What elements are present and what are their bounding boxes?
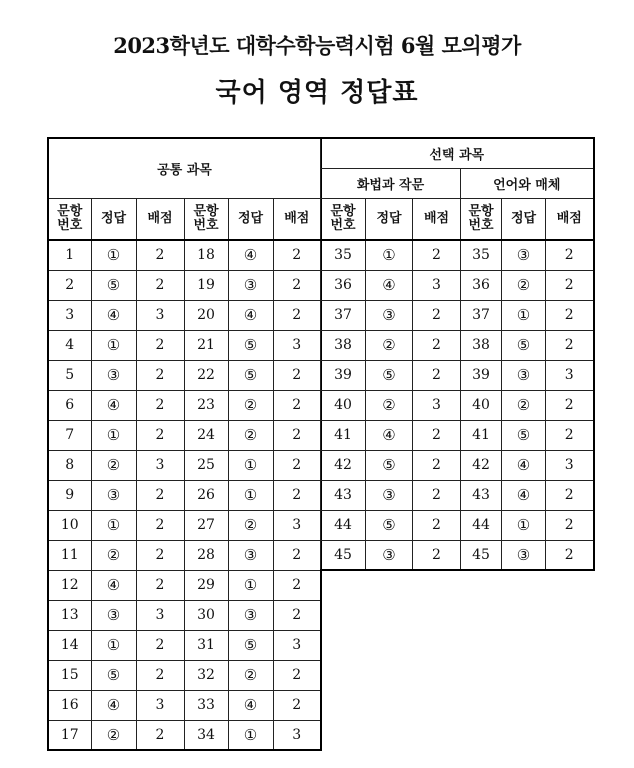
subject-language-media: 언어와 매체 xyxy=(461,168,594,198)
question-number-header: 문항 번호 xyxy=(321,198,366,240)
answer: ④ xyxy=(366,270,413,300)
points: 3 xyxy=(136,300,184,330)
table-row xyxy=(48,390,321,420)
question-number: 2 xyxy=(48,270,91,300)
answer: ③ xyxy=(228,270,273,300)
answer: ① xyxy=(228,450,273,480)
answer: ② xyxy=(91,540,136,570)
points: 2 xyxy=(273,420,321,450)
answer: ⑤ xyxy=(91,270,136,300)
table-row xyxy=(48,660,321,690)
question-number: 36 xyxy=(321,270,366,300)
question-number: 39 xyxy=(321,360,366,390)
points: 2 xyxy=(413,240,461,270)
answer: ② xyxy=(91,450,136,480)
points: 3 xyxy=(546,450,594,480)
answer: ① xyxy=(228,570,273,600)
document-title: 2023학년도 대학수학능력시험 6월 모의평가 xyxy=(113,33,521,58)
answer: ⑤ xyxy=(366,360,413,390)
points: 3 xyxy=(273,630,321,660)
points: 2 xyxy=(136,510,184,540)
answer: ② xyxy=(228,390,273,420)
points: 2 xyxy=(136,330,184,360)
points: 2 xyxy=(413,450,461,480)
table-row xyxy=(48,240,321,270)
points: 2 xyxy=(273,300,321,330)
question-number: 31 xyxy=(184,630,228,660)
points: 2 xyxy=(273,360,321,390)
question-number: 15 xyxy=(48,660,91,690)
question-number: 16 xyxy=(48,690,91,720)
points: 2 xyxy=(273,600,321,630)
table-row xyxy=(321,510,594,540)
question-number: 25 xyxy=(184,450,228,480)
points: 2 xyxy=(413,300,461,330)
points: 2 xyxy=(273,480,321,510)
answer: ② xyxy=(228,660,273,690)
question-number: 5 xyxy=(48,360,91,390)
answer: ③ xyxy=(366,300,413,330)
answer: ⑤ xyxy=(228,630,273,660)
question-number: 42 xyxy=(321,450,366,480)
question-number: 39 xyxy=(461,360,502,390)
answer: ⑤ xyxy=(366,450,413,480)
points: 2 xyxy=(546,510,594,540)
answer: ⑤ xyxy=(228,360,273,390)
answer: ③ xyxy=(502,360,546,390)
question-number: 10 xyxy=(48,510,91,540)
question-number: 45 xyxy=(321,540,366,570)
answer: ① xyxy=(91,420,136,450)
question-number: 29 xyxy=(184,570,228,600)
points: 2 xyxy=(413,360,461,390)
points: 2 xyxy=(136,720,184,750)
question-number: 11 xyxy=(48,540,91,570)
points-header: 배점 xyxy=(413,198,461,240)
points: 2 xyxy=(413,510,461,540)
question-number: 30 xyxy=(184,600,228,630)
question-number: 33 xyxy=(184,690,228,720)
points: 2 xyxy=(273,690,321,720)
points: 2 xyxy=(273,540,321,570)
question-number: 43 xyxy=(461,480,502,510)
question-number: 22 xyxy=(184,360,228,390)
answer: ② xyxy=(366,330,413,360)
elective-subject-table xyxy=(320,137,595,571)
answer: ⑤ xyxy=(502,330,546,360)
question-number: 35 xyxy=(461,240,502,270)
table-row xyxy=(48,600,321,630)
points: 2 xyxy=(413,480,461,510)
table-row xyxy=(48,270,321,300)
question-number: 32 xyxy=(184,660,228,690)
question-number: 21 xyxy=(184,330,228,360)
table-row xyxy=(321,240,594,270)
answer: ② xyxy=(366,390,413,420)
question-number: 1 xyxy=(48,240,91,270)
points: 2 xyxy=(273,390,321,420)
question-number: 38 xyxy=(461,330,502,360)
question-number: 19 xyxy=(184,270,228,300)
question-number: 37 xyxy=(461,300,502,330)
question-number: 13 xyxy=(48,600,91,630)
points: 2 xyxy=(136,660,184,690)
points: 3 xyxy=(136,450,184,480)
answer: ① xyxy=(91,510,136,540)
question-number: 40 xyxy=(461,390,502,420)
table-row xyxy=(48,630,321,660)
points-header: 배점 xyxy=(136,198,184,240)
answer: ① xyxy=(502,300,546,330)
question-number: 8 xyxy=(48,450,91,480)
answer: ① xyxy=(502,510,546,540)
question-number: 42 xyxy=(461,450,502,480)
answer: ③ xyxy=(91,360,136,390)
points-header: 배점 xyxy=(273,198,321,240)
table-row xyxy=(48,690,321,720)
points: 3 xyxy=(273,330,321,360)
points: 2 xyxy=(136,360,184,390)
points: 2 xyxy=(546,300,594,330)
question-number-header: 문항 번호 xyxy=(48,198,91,240)
question-number-header: 문항 번호 xyxy=(184,198,228,240)
question-number: 26 xyxy=(184,480,228,510)
points: 3 xyxy=(413,390,461,420)
points: 2 xyxy=(413,540,461,570)
question-number: 24 xyxy=(184,420,228,450)
answer: ① xyxy=(228,480,273,510)
points: 2 xyxy=(273,660,321,690)
points: 2 xyxy=(546,480,594,510)
table-row xyxy=(48,480,321,510)
table-row xyxy=(321,390,594,420)
table-row xyxy=(321,420,594,450)
question-number: 23 xyxy=(184,390,228,420)
table-row xyxy=(321,330,594,360)
answer-header: 정답 xyxy=(366,198,413,240)
question-number: 44 xyxy=(321,510,366,540)
points: 2 xyxy=(136,570,184,600)
points-header: 배점 xyxy=(546,198,594,240)
points: 2 xyxy=(546,270,594,300)
question-number: 34 xyxy=(184,720,228,750)
points: 3 xyxy=(413,270,461,300)
points: 3 xyxy=(546,360,594,390)
answer: ⑤ xyxy=(502,420,546,450)
question-number: 14 xyxy=(48,630,91,660)
answer: ⑤ xyxy=(91,660,136,690)
table-row xyxy=(321,450,594,480)
subject-speech-writing: 화법과 작문 xyxy=(321,168,461,198)
table-row xyxy=(48,300,321,330)
answer: ① xyxy=(366,240,413,270)
points: 2 xyxy=(546,390,594,420)
points: 2 xyxy=(413,420,461,450)
points: 2 xyxy=(413,330,461,360)
points: 2 xyxy=(136,270,184,300)
common-subject-table xyxy=(47,137,322,751)
answer: ③ xyxy=(91,480,136,510)
question-number-header: 문항 번호 xyxy=(461,198,502,240)
question-number: 40 xyxy=(321,390,366,420)
question-number: 12 xyxy=(48,570,91,600)
question-number: 7 xyxy=(48,420,91,450)
answer: ④ xyxy=(228,240,273,270)
answer: ④ xyxy=(502,450,546,480)
answer: ③ xyxy=(91,600,136,630)
points: 2 xyxy=(136,480,184,510)
question-number: 28 xyxy=(184,540,228,570)
points: 2 xyxy=(546,240,594,270)
points: 2 xyxy=(136,630,184,660)
answer: ③ xyxy=(502,540,546,570)
answer: ① xyxy=(228,720,273,750)
points: 2 xyxy=(546,420,594,450)
points: 2 xyxy=(546,540,594,570)
question-number: 4 xyxy=(48,330,91,360)
answer: ④ xyxy=(366,420,413,450)
answer: ② xyxy=(502,270,546,300)
answer: ⑤ xyxy=(366,510,413,540)
answer: ② xyxy=(228,420,273,450)
answer: ② xyxy=(91,720,136,750)
question-number: 20 xyxy=(184,300,228,330)
answer: ① xyxy=(91,630,136,660)
question-number: 41 xyxy=(461,420,502,450)
answer: ④ xyxy=(228,690,273,720)
table-row xyxy=(48,360,321,390)
answer: ① xyxy=(91,240,136,270)
points: 2 xyxy=(273,240,321,270)
question-number: 38 xyxy=(321,330,366,360)
points: 2 xyxy=(136,390,184,420)
question-number: 43 xyxy=(321,480,366,510)
answer-header: 정답 xyxy=(228,198,273,240)
answer: ① xyxy=(91,330,136,360)
answer-header: 정답 xyxy=(91,198,136,240)
points: 2 xyxy=(273,450,321,480)
answer: ② xyxy=(502,390,546,420)
answer: ④ xyxy=(502,480,546,510)
answer-header: 정답 xyxy=(502,198,546,240)
question-number: 9 xyxy=(48,480,91,510)
table-row xyxy=(321,270,594,300)
points: 3 xyxy=(136,600,184,630)
table-row xyxy=(321,480,594,510)
answer: ④ xyxy=(91,690,136,720)
table-row xyxy=(321,360,594,390)
answer: ④ xyxy=(91,300,136,330)
question-number: 37 xyxy=(321,300,366,330)
elective-heading: 선택 과목 xyxy=(321,138,594,168)
answer: ③ xyxy=(502,240,546,270)
question-number: 44 xyxy=(461,510,502,540)
question-number: 17 xyxy=(48,720,91,750)
table-row xyxy=(48,540,321,570)
document-subtitle: 국어 영역 정답표 xyxy=(215,78,419,108)
table-row xyxy=(48,450,321,480)
answer: ③ xyxy=(366,480,413,510)
answer: ② xyxy=(228,510,273,540)
answer: ③ xyxy=(366,540,413,570)
answer: ③ xyxy=(228,600,273,630)
table-row xyxy=(321,300,594,330)
question-number: 45 xyxy=(461,540,502,570)
points: 2 xyxy=(136,240,184,270)
table-row xyxy=(48,420,321,450)
answer: ⑤ xyxy=(228,330,273,360)
question-number: 27 xyxy=(184,510,228,540)
points: 2 xyxy=(546,330,594,360)
table-row xyxy=(48,570,321,600)
answer: ③ xyxy=(228,540,273,570)
answer: ④ xyxy=(91,390,136,420)
question-number: 36 xyxy=(461,270,502,300)
points: 3 xyxy=(273,720,321,750)
common-heading: 공통 과목 xyxy=(48,138,321,198)
answer: ④ xyxy=(228,300,273,330)
question-number: 3 xyxy=(48,300,91,330)
points: 2 xyxy=(273,570,321,600)
table-row xyxy=(321,540,594,570)
points: 3 xyxy=(136,690,184,720)
question-number: 41 xyxy=(321,420,366,450)
points: 3 xyxy=(273,510,321,540)
points: 2 xyxy=(273,270,321,300)
table-row xyxy=(48,330,321,360)
points: 2 xyxy=(136,540,184,570)
table-row xyxy=(48,720,321,750)
table-row xyxy=(48,510,321,540)
answer: ④ xyxy=(91,570,136,600)
question-number: 35 xyxy=(321,240,366,270)
question-number: 6 xyxy=(48,390,91,420)
question-number: 18 xyxy=(184,240,228,270)
points: 2 xyxy=(136,420,184,450)
